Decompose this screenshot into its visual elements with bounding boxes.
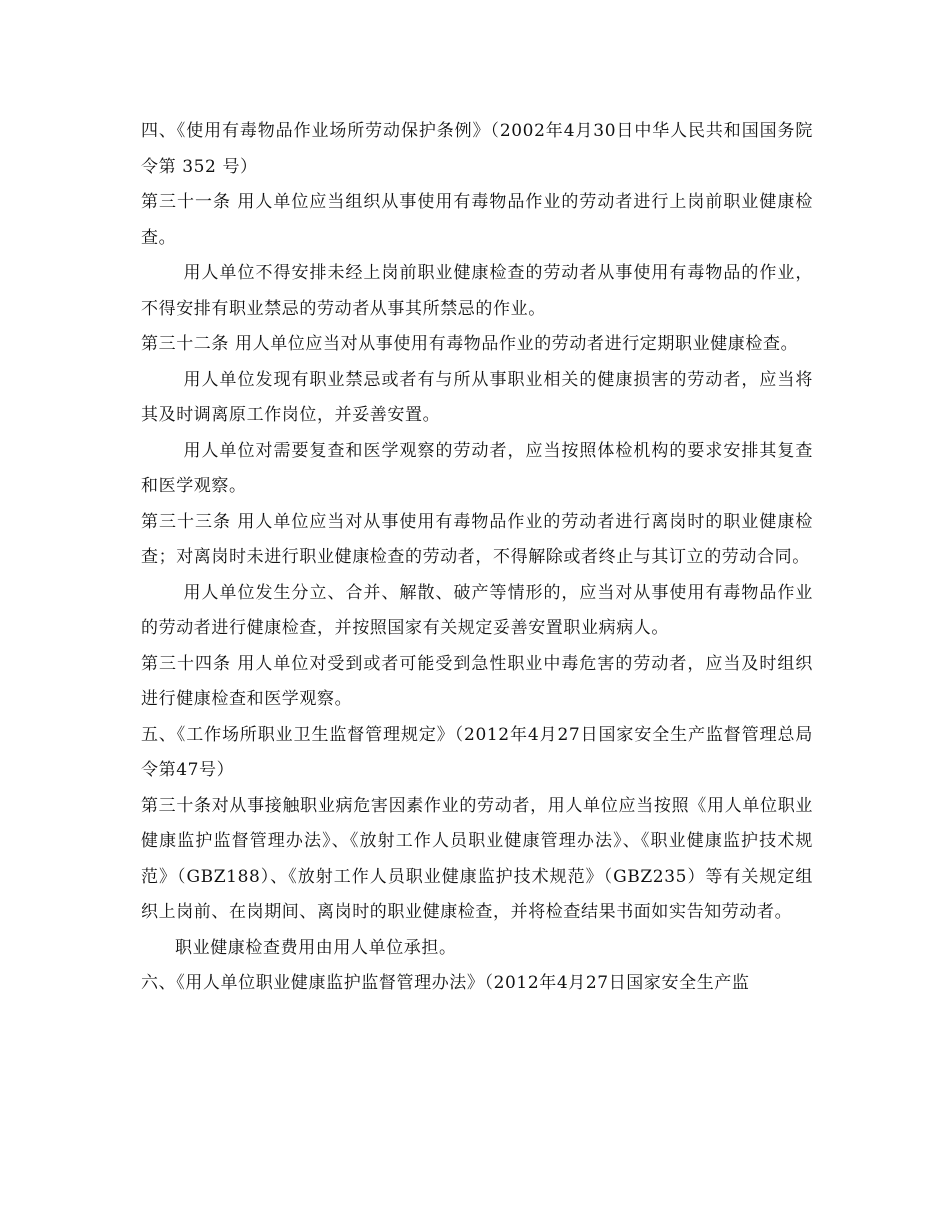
article-31-paragraph: 用人单位不得安排未经上岗前职业健康检查的劳动者从事使用有毒物品的作业，不得安排有职业禁忌的劳动者从事其所禁忌的作业。 <box>141 263 813 319</box>
article-34: 第三十四条 用人单位对受到或者可能受到急性职业中毒危害的劳动者，应当及时组织进行健康检查和医学观察。 <box>141 653 813 709</box>
section-heading-six: 六、《用人单位职业健康监护监督管理办法》（2012年4月27日国家安全生产监 <box>141 973 750 993</box>
article-32-paragraph-1: 用人单位发现有职业禁忌或者有与所从事职业相关的健康损害的劳动者，应当将其及时调离原工作岗位，并妥善安置。 <box>141 369 813 425</box>
section-heading-five: 五、《工作场所职业卫生监督管理规定》（2012年4月27日国家安全生产监督管理总局令第47号） <box>141 724 813 780</box>
article-33: 第三十三条 用人单位应当对从事使用有毒物品作业的劳动者进行离岗时的职业健康检查；对离岗时未进行职业健康检查的劳动者，不得解除或者终止与其订立的劳动合同。 <box>141 511 813 567</box>
article-30-paragraph: 职业健康检查费用由用人单位承担。 <box>175 937 457 958</box>
article-32-paragraph-2: 用人单位对需要复查和医学观察的劳动者，应当按照体检机构的要求安排其复查和医学观察。 <box>141 440 813 496</box>
article-33-paragraph: 用人单位发生分立、合并、解散、破产等情形的，应当对从事使用有毒物品作业的劳动者进行健康检查，并按照国家有关规定妥善安置职业病病人。 <box>141 582 813 638</box>
article-31: 第三十一条 用人单位应当组织从事使用有毒物品作业的劳动者进行上岗前职业健康检查。 <box>141 192 813 248</box>
section-heading-four: 四、《使用有毒物品作业场所劳动保护条例》（2002年4月30日中华人民共和国国务院令第 352 号） <box>141 121 813 177</box>
article-30: 第三十条对从事接触职业病危害因素作业的劳动者，用人单位应当按照《用人单位职业健康监护监督管理办法》、《放射工作人员职业健康管理办法》、《职业健康监护技术规范》（GBZ188）、《放射工作人员职业健康监护技术规范》（GBZ235）等有关规定组织上岗前、在岗期间、离岗时的职业健康检查，并将检查结果书面如实告知劳动者。 <box>141 795 813 922</box>
article-32: 第三十二条 用人单位应当对从事使用有毒物品作业的劳动者进行定期职业健康检查。 <box>141 334 799 354</box>
document-body <box>141 114 813 1002</box>
